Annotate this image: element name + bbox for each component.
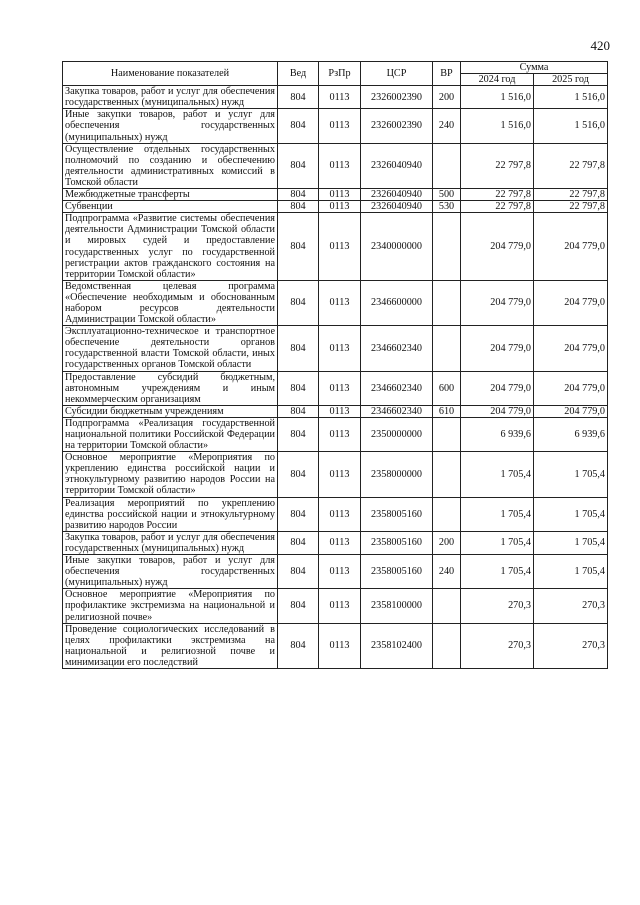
row-amount-2024: 204 779,0	[461, 371, 534, 405]
row-rzpr: 0113	[319, 555, 361, 589]
table-row	[63, 497, 608, 531]
row-ved: 804	[278, 201, 319, 213]
row-csr: 2358005160	[361, 531, 433, 554]
row-amount-2024: 1 705,4	[461, 452, 534, 497]
row-vr: 200	[433, 531, 461, 554]
row-rzpr: 0113	[319, 497, 361, 531]
row-vr	[433, 452, 461, 497]
row-ved: 804	[278, 452, 319, 497]
row-amount-2024: 1 705,4	[461, 555, 534, 589]
row-vr: 240	[433, 555, 461, 589]
table-row	[63, 201, 608, 213]
row-csr: 2358100000	[361, 589, 433, 623]
table-row	[63, 189, 608, 201]
row-amount-2025: 6 939,6	[534, 417, 608, 451]
row-name: Основное мероприятие «Мероприятия по укреплению единства российской нации и этнокультурному развитию народов России на территории Томской области»	[63, 452, 278, 497]
table-row	[63, 589, 608, 623]
row-amount-2025: 204 779,0	[534, 371, 608, 405]
row-amount-2024: 1 516,0	[461, 109, 534, 143]
row-rzpr: 0113	[319, 623, 361, 668]
row-ved: 804	[278, 623, 319, 668]
row-amount-2025: 22 797,8	[534, 201, 608, 213]
row-amount-2025: 1 705,4	[534, 452, 608, 497]
row-csr: 2340000000	[361, 213, 433, 281]
table-row	[63, 531, 608, 554]
table-header	[63, 62, 608, 86]
row-csr: 2346600000	[361, 280, 433, 325]
row-rzpr: 0113	[319, 280, 361, 325]
row-csr: 2358102400	[361, 623, 433, 668]
row-amount-2025: 204 779,0	[534, 326, 608, 371]
table-row	[63, 623, 608, 668]
row-csr: 2358005160	[361, 497, 433, 531]
row-rzpr: 0113	[319, 589, 361, 623]
table-row	[63, 452, 608, 497]
header-year-2024: 2024 год	[461, 74, 534, 86]
row-csr: 2346602340	[361, 326, 433, 371]
row-amount-2024: 270,3	[461, 589, 534, 623]
row-vr	[433, 326, 461, 371]
row-amount-2025: 204 779,0	[534, 213, 608, 281]
row-amount-2025: 1 705,4	[534, 555, 608, 589]
row-ved: 804	[278, 213, 319, 281]
row-vr	[433, 280, 461, 325]
row-ved: 804	[278, 86, 319, 109]
row-ved: 804	[278, 497, 319, 531]
row-rzpr: 0113	[319, 213, 361, 281]
header-sum: Сумма	[461, 62, 608, 74]
row-vr	[433, 623, 461, 668]
row-rzpr: 0113	[319, 326, 361, 371]
row-amount-2024: 270,3	[461, 623, 534, 668]
budget-table	[62, 61, 608, 669]
row-rzpr: 0113	[319, 189, 361, 201]
table-row	[63, 143, 608, 188]
row-amount-2024: 1 705,4	[461, 531, 534, 554]
row-vr	[433, 417, 461, 451]
row-vr: 200	[433, 86, 461, 109]
row-name: Осуществление отдельных государственных полномочий по созданию и обеспечению деятельности административных комиссий в Томской области	[63, 143, 278, 188]
row-rzpr: 0113	[319, 452, 361, 497]
row-csr: 2326002390	[361, 109, 433, 143]
row-amount-2025: 270,3	[534, 589, 608, 623]
row-ved: 804	[278, 417, 319, 451]
row-amount-2024: 204 779,0	[461, 326, 534, 371]
row-vr: 530	[433, 201, 461, 213]
row-amount-2024: 1 516,0	[461, 86, 534, 109]
row-amount-2025: 22 797,8	[534, 189, 608, 201]
row-name: Подпрограмма «Развитие системы обеспечения деятельности Администрации Томской области и мировых судей и предоставление государственных услуг по государственной регистрации актов гражданского состояния на территории Томской области»	[63, 213, 278, 281]
row-csr: 2346602340	[361, 405, 433, 417]
row-name: Иные закупки товаров, работ и услуг для обеспечения государственных (муниципальных) нужд	[63, 555, 278, 589]
row-csr: 2326040940	[361, 189, 433, 201]
row-rzpr: 0113	[319, 371, 361, 405]
table-row	[63, 371, 608, 405]
row-name: Субсидии бюджетным учреждениям	[63, 405, 278, 417]
row-amount-2025: 1 516,0	[534, 86, 608, 109]
row-name: Подпрограмма «Реализация государственной национальной политики Российской Федерации на территории Томской области»	[63, 417, 278, 451]
row-amount-2024: 22 797,8	[461, 201, 534, 213]
row-amount-2024: 204 779,0	[461, 213, 534, 281]
row-amount-2024: 1 705,4	[461, 497, 534, 531]
table-row	[63, 109, 608, 143]
row-rzpr: 0113	[319, 109, 361, 143]
row-name: Иные закупки товаров, работ и услуг для обеспечения государственных (муниципальных) нужд	[63, 109, 278, 143]
table-row	[63, 280, 608, 325]
row-amount-2024: 6 939,6	[461, 417, 534, 451]
row-amount-2025: 1 705,4	[534, 497, 608, 531]
row-rzpr: 0113	[319, 531, 361, 554]
row-name: Эксплуатационно-техническое и транспортное обеспечение деятельности органов государственной власти Томской области, иных государственных органов Томской области	[63, 326, 278, 371]
header-vr: ВР	[433, 62, 461, 86]
row-ved: 804	[278, 371, 319, 405]
row-vr: 500	[433, 189, 461, 201]
table-row	[63, 213, 608, 281]
table-row	[63, 405, 608, 417]
table-row	[63, 86, 608, 109]
row-vr	[433, 497, 461, 531]
row-amount-2025: 204 779,0	[534, 405, 608, 417]
row-csr: 2346602340	[361, 371, 433, 405]
row-name: Межбюджетные трансферты	[63, 189, 278, 201]
row-rzpr: 0113	[319, 143, 361, 188]
header-ved: Вед	[278, 62, 319, 86]
row-amount-2024: 204 779,0	[461, 405, 534, 417]
row-amount-2025: 1 516,0	[534, 109, 608, 143]
row-amount-2025: 1 705,4	[534, 531, 608, 554]
row-vr: 600	[433, 371, 461, 405]
page-number: 420	[590, 38, 610, 53]
table-row	[63, 326, 608, 371]
row-name: Закупка товаров, работ и услуг для обеспечения государственных (муниципальных) нужд	[63, 86, 278, 109]
row-amount-2025: 22 797,8	[534, 143, 608, 188]
row-rzpr: 0113	[319, 417, 361, 451]
row-ved: 804	[278, 189, 319, 201]
row-ved: 804	[278, 143, 319, 188]
row-csr: 2326002390	[361, 86, 433, 109]
row-vr: 610	[433, 405, 461, 417]
row-amount-2025: 270,3	[534, 623, 608, 668]
header-name: Наименование показателей	[63, 62, 278, 86]
row-name: Предоставление субсидий бюджетным, автономным учреждениям и иным некоммерческим организациям	[63, 371, 278, 405]
row-csr: 2326040940	[361, 143, 433, 188]
row-ved: 804	[278, 280, 319, 325]
row-rzpr: 0113	[319, 405, 361, 417]
table-body	[63, 86, 608, 669]
row-rzpr: 0113	[319, 86, 361, 109]
row-name: Закупка товаров, работ и услуг для обеспечения государственных (муниципальных) нужд	[63, 531, 278, 554]
table-row	[63, 555, 608, 589]
row-name: Основное мероприятие «Мероприятия по профилактике экстремизма на национальной и религиозной почве»	[63, 589, 278, 623]
row-name: Реализация мероприятий по укреплению единства российской нации и этнокультурному развитию народов России	[63, 497, 278, 531]
row-name: Субвенции	[63, 201, 278, 213]
row-rzpr: 0113	[319, 201, 361, 213]
row-ved: 804	[278, 531, 319, 554]
row-csr: 2350000000	[361, 417, 433, 451]
row-ved: 804	[278, 405, 319, 417]
row-ved: 804	[278, 109, 319, 143]
row-amount-2024: 22 797,8	[461, 189, 534, 201]
row-vr	[433, 143, 461, 188]
row-amount-2024: 22 797,8	[461, 143, 534, 188]
row-csr: 2358005160	[361, 555, 433, 589]
row-amount-2024: 204 779,0	[461, 280, 534, 325]
row-vr	[433, 213, 461, 281]
table-row	[63, 417, 608, 451]
row-ved: 804	[278, 589, 319, 623]
row-csr: 2358000000	[361, 452, 433, 497]
row-name: Ведомственная целевая программа «Обеспечение необходимым и обоснованным набором ресурсов деятельности Администрации Томской области»	[63, 280, 278, 325]
row-vr: 240	[433, 109, 461, 143]
header-year-2025: 2025 год	[534, 74, 608, 86]
row-name: Проведение социологических исследований в целях профилактики экстремизма на национальной и религиозной почве и минимизации его последствий	[63, 623, 278, 668]
row-ved: 804	[278, 555, 319, 589]
row-csr: 2326040940	[361, 201, 433, 213]
header-csr: ЦСР	[361, 62, 433, 86]
header-rzpr: РзПр	[319, 62, 361, 86]
row-amount-2025: 204 779,0	[534, 280, 608, 325]
row-ved: 804	[278, 326, 319, 371]
row-vr	[433, 589, 461, 623]
